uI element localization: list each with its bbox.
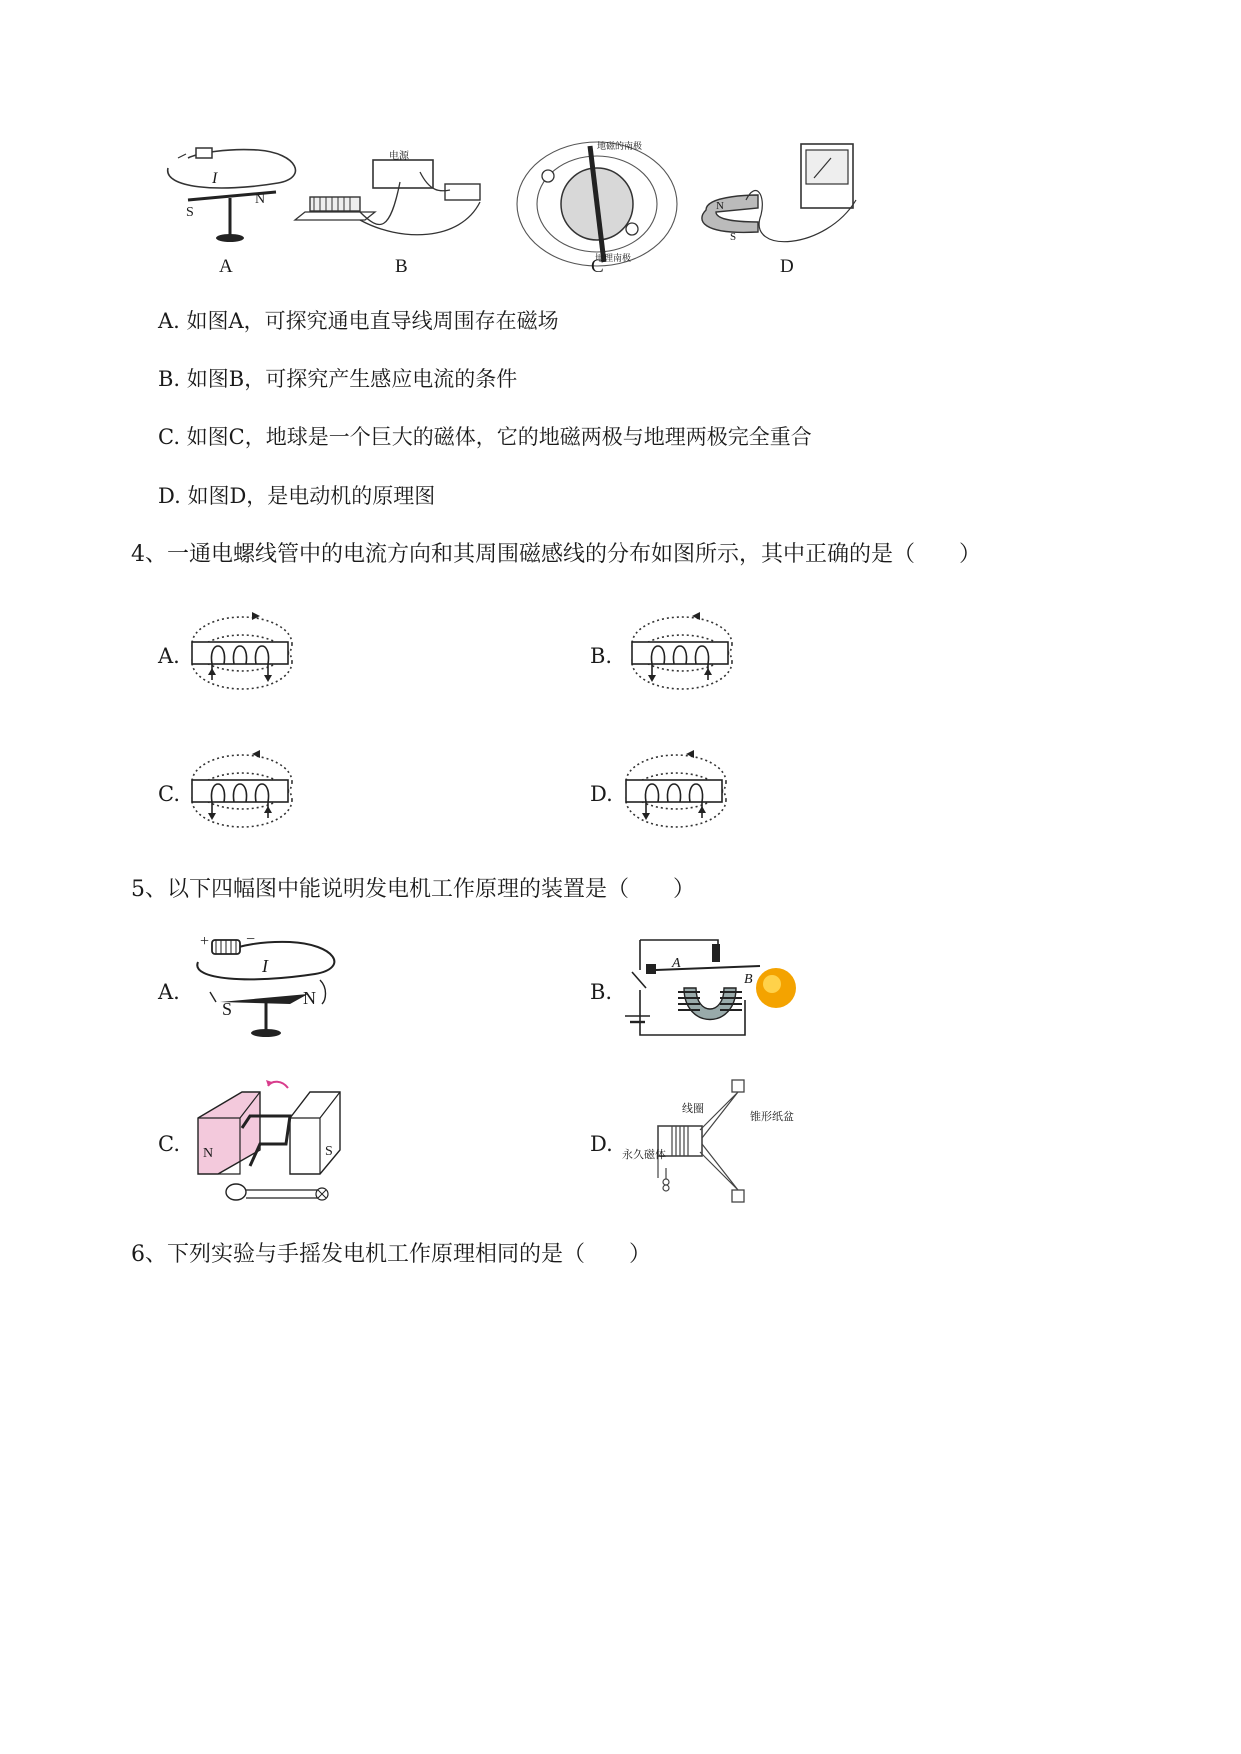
q5-option-a-letter: A.	[158, 980, 180, 1004]
fig-a-i-label: I	[212, 170, 218, 187]
q3-option-b: B. 如图B，可探究产生感应电流的条件	[158, 367, 518, 391]
svg-text:+: +	[200, 933, 210, 950]
q4-option-d-letter: D.	[590, 782, 613, 806]
q5-fig-a-s-label: S	[222, 999, 233, 1019]
q5-option-c-letter: C.	[158, 1132, 180, 1156]
q6-stem: 6、下列实验与手摇发电机工作原理相同的是（ ）	[131, 1242, 651, 1267]
fig-b-power-label: 电源	[389, 151, 409, 162]
q3-option-c: C. 如图C，地球是一个巨大的磁体，它的地磁两极与地理两极完全重合	[158, 425, 812, 449]
q5-fig-a-n-label: N	[303, 988, 316, 1008]
q5-fig-c-s-label: S	[325, 1144, 333, 1159]
q4-option-c-solenoid-image	[190, 748, 300, 838]
q4-option-b-letter: B.	[590, 644, 613, 668]
q5-fig-b-a-label: A	[672, 956, 681, 971]
q4-option-a-solenoid-image	[190, 610, 300, 700]
fig-c-top-label: 地磁的南极	[597, 142, 643, 152]
q5-option-d-speaker-image	[640, 1078, 810, 1208]
q5-fig-d-cone-label: 锥形纸盆	[750, 1110, 794, 1123]
q3-option-a: A. 如图A，可探究通电直导线周围存在磁场	[158, 309, 559, 333]
q5-option-a-oersted-image	[190, 932, 350, 1042]
q5-fig-d-coil-label: 线圈	[682, 1102, 704, 1115]
q4-option-b-solenoid-image	[630, 610, 740, 700]
q4-option-d-solenoid-image	[624, 748, 734, 838]
q5-stem: 5、以下四幅图中能说明发电机工作原理的装置是（ ）	[131, 877, 695, 902]
q5-fig-c-n-label: N	[203, 1146, 214, 1161]
q3-figure-label-b: B	[395, 256, 408, 277]
q5-fig-d-magnet-label: 永久磁体	[622, 1148, 666, 1161]
q5-option-d-letter: D.	[590, 1132, 613, 1156]
q3-figure-label-d: D	[780, 256, 794, 277]
q5-option-c-generator-image	[190, 1078, 360, 1208]
q3-figure-label-a: A	[219, 256, 233, 277]
q5-fig-a-i-label: I	[262, 956, 268, 976]
q4-stem: 4、一通电螺线管中的电流方向和其周围磁感线的分布如图所示，其中正确的是（ ）	[131, 542, 981, 567]
q3-option-d: D. 如图D，是电动机的原理图	[158, 484, 436, 508]
q4-option-a-letter: A.	[158, 644, 180, 668]
q5-option-b-electric-bell-image	[620, 930, 800, 1040]
fig-d-s-label: S	[730, 231, 737, 243]
q3-figure-label-c: C	[591, 256, 604, 277]
q5-option-b-letter: B.	[590, 980, 613, 1004]
fig-c-bottom-label: 地理南极	[595, 254, 632, 264]
fig-a-n-label: N	[255, 192, 266, 207]
fig-a-s-label: S	[186, 205, 194, 220]
fig-d-n-label: N	[716, 200, 724, 212]
q5-fig-b-b-label: B	[744, 972, 753, 987]
svg-text:−: −	[246, 931, 256, 948]
q3-fig-a-oersted-image	[158, 138, 308, 278]
q4-option-c-letter: C.	[158, 782, 180, 806]
